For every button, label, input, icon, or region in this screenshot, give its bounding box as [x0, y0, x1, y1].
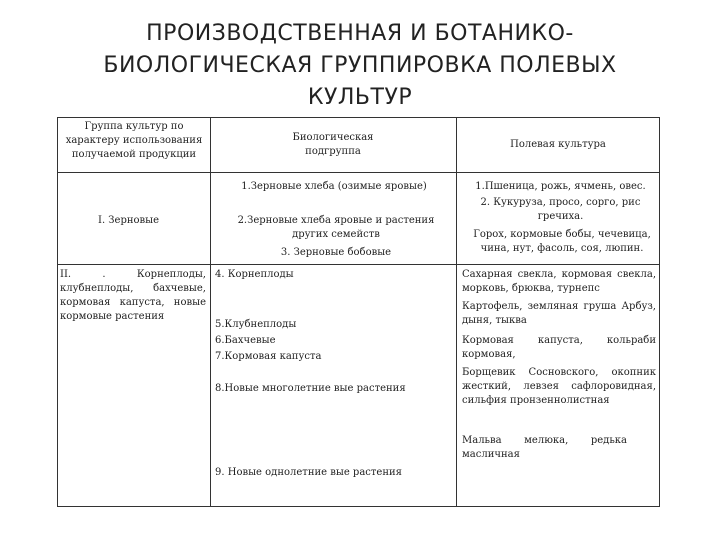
subgroup-melons: 6.Бахчевые	[215, 335, 276, 346]
crop-sugar-beet: Сахарная свекла, кормовая свекла, морковь, брюква, турнепс	[462, 269, 656, 294]
subgroup-cereals-spring-other: 2.Зерновые хлеба яровые и растения других семейств	[237, 215, 435, 240]
subgroup-root-crops: 4. Корнеплоды	[215, 269, 294, 280]
row-divider	[58, 264, 659, 265]
crop-corn: 2. Кукуруза, просо, сорго, рис гречиха.	[480, 197, 641, 222]
crop-grouping-table	[57, 117, 660, 507]
group-grains: I. Зерновые	[98, 215, 160, 226]
header-group: Группа культур по характеру использования получаемой продукции	[65, 121, 203, 160]
crop-wheat: 1.Пшеница, рожь, ячмень, овес.	[475, 181, 646, 192]
subgroup-legumes: 3. Зерновые бобовые	[280, 247, 392, 258]
column-divider-1	[210, 118, 211, 506]
subgroup-new-perennial: 8.Новые многолетние вые растения	[215, 383, 406, 394]
group-roots-forage: II. . Корнеплоды, клубнеплоды, бахчевые, кормовая капуста, новые кормовые растения	[60, 269, 206, 322]
crop-forage-cabbage: Кормовая капуста, кольраби кормовая,	[462, 335, 656, 360]
subgroup-tuber-crops: 5.Клубнеплоды	[215, 319, 297, 330]
title-line-2: БИОЛОГИЧЕСКАЯ ГРУППИРОВКА ПОЛЕВЫХ	[103, 53, 617, 78]
subgroup-new-annual: 9. Новые однолетние вые растения	[215, 467, 402, 478]
crop-peas: Горох, кормовые бобы, чечевица, чина, нут, фасоль, соя, люпин.	[473, 229, 651, 254]
slide-title	[60, 18, 660, 114]
header-subgroup: Биологическая подгруппа	[292, 132, 374, 157]
header-crop: Полевая культура	[510, 139, 606, 150]
crop-hogweed: Борщевик Сосновского, окопник жесткий, левзея сафлоровидная, сильфия пронзеннолистная	[462, 367, 656, 406]
title-line-1: ПРОИЗВОДСТВЕННАЯ И БОТАНИКО-	[146, 21, 574, 46]
header-divider	[58, 172, 659, 173]
subgroup-cereals-winter-spring: 1.Зерновые хлеба (озимые яровые)	[241, 181, 427, 192]
crop-potato: Картофель, земляная груша Арбуз, дыня, тыква	[462, 301, 656, 326]
title-line-3: КУЛЬТУР	[307, 85, 413, 110]
subgroup-forage-cabbage: 7.Кормовая капуста	[215, 351, 322, 362]
column-divider-2	[456, 118, 457, 506]
crop-mallow: Мальва мелюка, редька масличная	[462, 435, 627, 460]
